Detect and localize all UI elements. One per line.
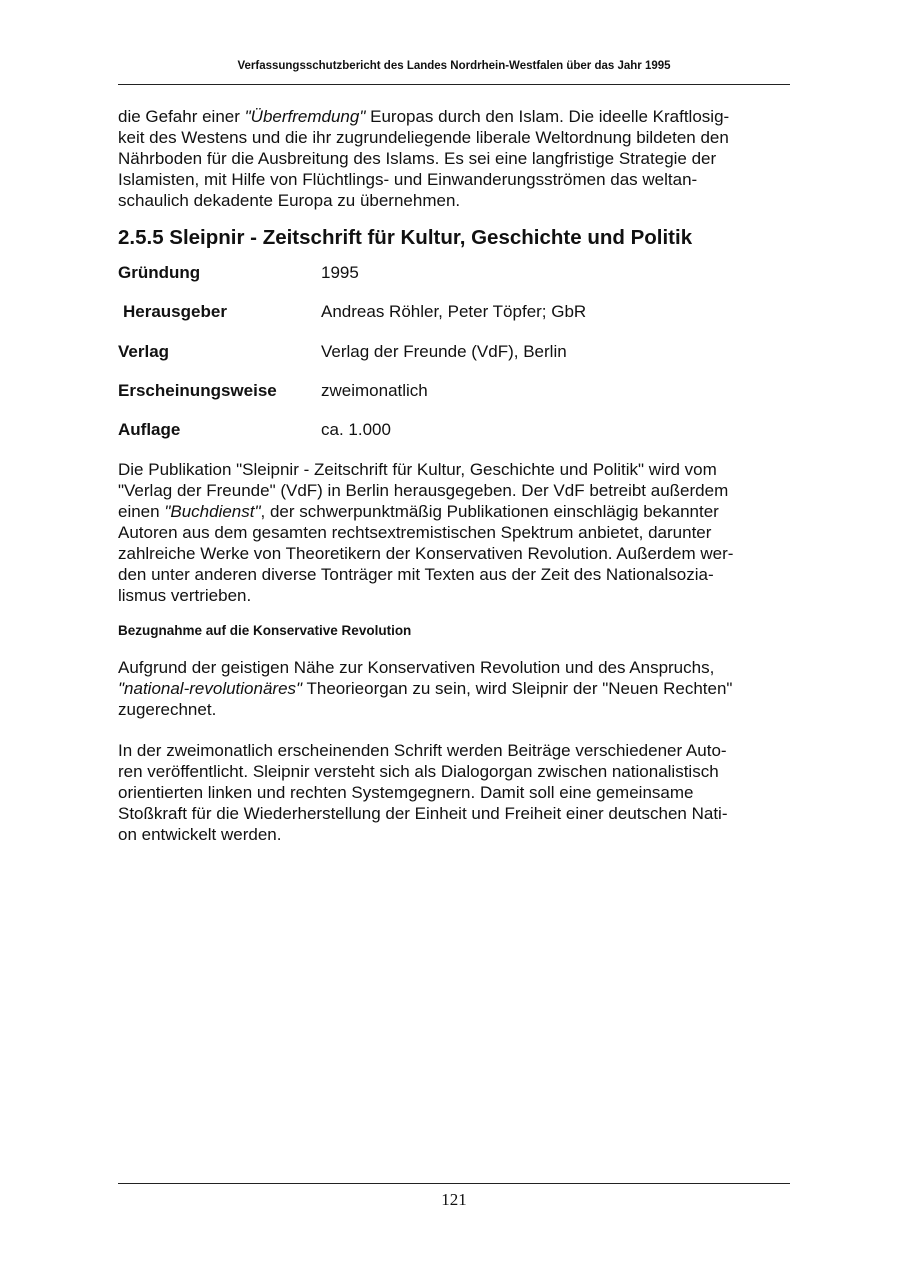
fact-row — [118, 419, 778, 458]
text-line: schaulich dekadente Europa zu übernehmen. — [118, 191, 461, 210]
fact-row — [118, 380, 778, 419]
section-heading: 2.5.5 Sleipnir - Zeitschrift für Kultur, Geschichte und Politik — [118, 226, 693, 249]
running-header: Verfassungsschutzbericht des Landes Nordrhein-Westfalen über das Jahr 1995 — [237, 60, 671, 72]
paragraph-intro — [118, 106, 778, 211]
text-line: Die Publikation "Sleipnir - Zeitschrift für Kultur, Geschichte und Politik" wird vom — [118, 460, 717, 479]
text-line — [118, 106, 778, 127]
fact-value: ca. 1.000 — [321, 420, 391, 440]
header-divider — [118, 84, 790, 85]
text-line: zugerechnet. — [118, 700, 217, 719]
emphasis-text: "national-revolutionäres" — [118, 679, 303, 698]
fact-label: Auflage — [118, 420, 181, 440]
text-line: orientierten linken und rechten Systemgegnern. Damit soll eine gemeinsame — [118, 783, 694, 802]
paragraph-dialogorgan — [118, 740, 778, 845]
publication-facts-table — [118, 262, 778, 458]
text-line: lismus vertrieben. — [118, 586, 252, 605]
text-line: Autoren aus dem gesamten rechtsextremistischen Spektrum anbietet, darunter — [118, 523, 712, 542]
text-line — [118, 501, 778, 522]
text-line: Islamisten, mit Hilfe von Flüchtlings- und Einwanderungsströmen das weltan- — [118, 170, 698, 189]
subsection-heading: Bezugnahme auf die Konservative Revolution — [118, 623, 412, 638]
text-line: zahlreiche Werke von Theoretikern der Konservativen Revolution. Außerdem wer- — [118, 544, 734, 563]
footer-divider — [118, 1183, 790, 1184]
fact-label: Erscheinungsweise — [118, 380, 277, 400]
text-line: Aufgrund der geistigen Nähe zur Konservativen Revolution und des Anspruchs, — [118, 658, 715, 677]
text-line: In der zweimonatlich erscheinenden Schrift werden Beiträge verschiedener Auto- — [118, 741, 727, 760]
emphasis-text: "Überfremdung" — [244, 107, 366, 126]
fact-value: 1995 — [321, 263, 359, 282]
paragraph-publication — [118, 459, 778, 606]
text-span: , der schwerpunktmäßig Publikationen einschlägig bekannter — [260, 502, 719, 521]
fact-value: Verlag der Freunde (VdF), Berlin — [321, 341, 567, 361]
fact-label: Gründung — [118, 263, 201, 282]
text-line: Nährboden für die Ausbreitung des Islams. Es sei eine langfristige Strategie der — [118, 149, 717, 168]
page-number: 121 — [441, 1190, 467, 1209]
fact-row — [118, 262, 778, 301]
text-line: "Verlag der Freunde" (VdF) in Berlin herausgegeben. Der VdF betreibt außerdem — [118, 481, 729, 500]
text-line: den unter anderen diverse Tonträger mit Texten aus der Zeit des Nationalsozia- — [118, 565, 714, 584]
text-span: die Gefahr einer — [118, 107, 245, 126]
emphasis-text: "Buchdienst" — [164, 502, 261, 521]
text-span: Theorieorgan zu sein, wird Sleipnir der "Neuen Rechten" — [302, 679, 733, 698]
fact-value: Andreas Röhler, Peter Töpfer; GbR — [321, 302, 587, 322]
text-span: Europas durch den Islam. Die ideelle Kraftlosig- — [365, 107, 730, 126]
fact-row — [118, 301, 778, 340]
text-line — [118, 678, 778, 699]
fact-label: Verlag — [118, 341, 170, 361]
fact-value: zweimonatlich — [321, 380, 428, 400]
text-line: on entwickelt werden. — [118, 825, 282, 844]
text-span: einen — [118, 502, 165, 521]
paragraph-konservative-revolution — [118, 657, 778, 720]
text-line: ren veröffentlicht. Sleipnir versteht sich als Dialogorgan zwischen nationalistisch — [118, 762, 719, 781]
fact-row — [118, 341, 778, 380]
fact-label: Herausgeber — [123, 302, 227, 322]
text-line: keit des Westens und die ihr zugrundeliegende liberale Weltordnung bildeten den — [118, 128, 729, 147]
text-line: Stoßkraft für die Wiederherstellung der Einheit und Freiheit einer deutschen Nati- — [118, 804, 728, 823]
